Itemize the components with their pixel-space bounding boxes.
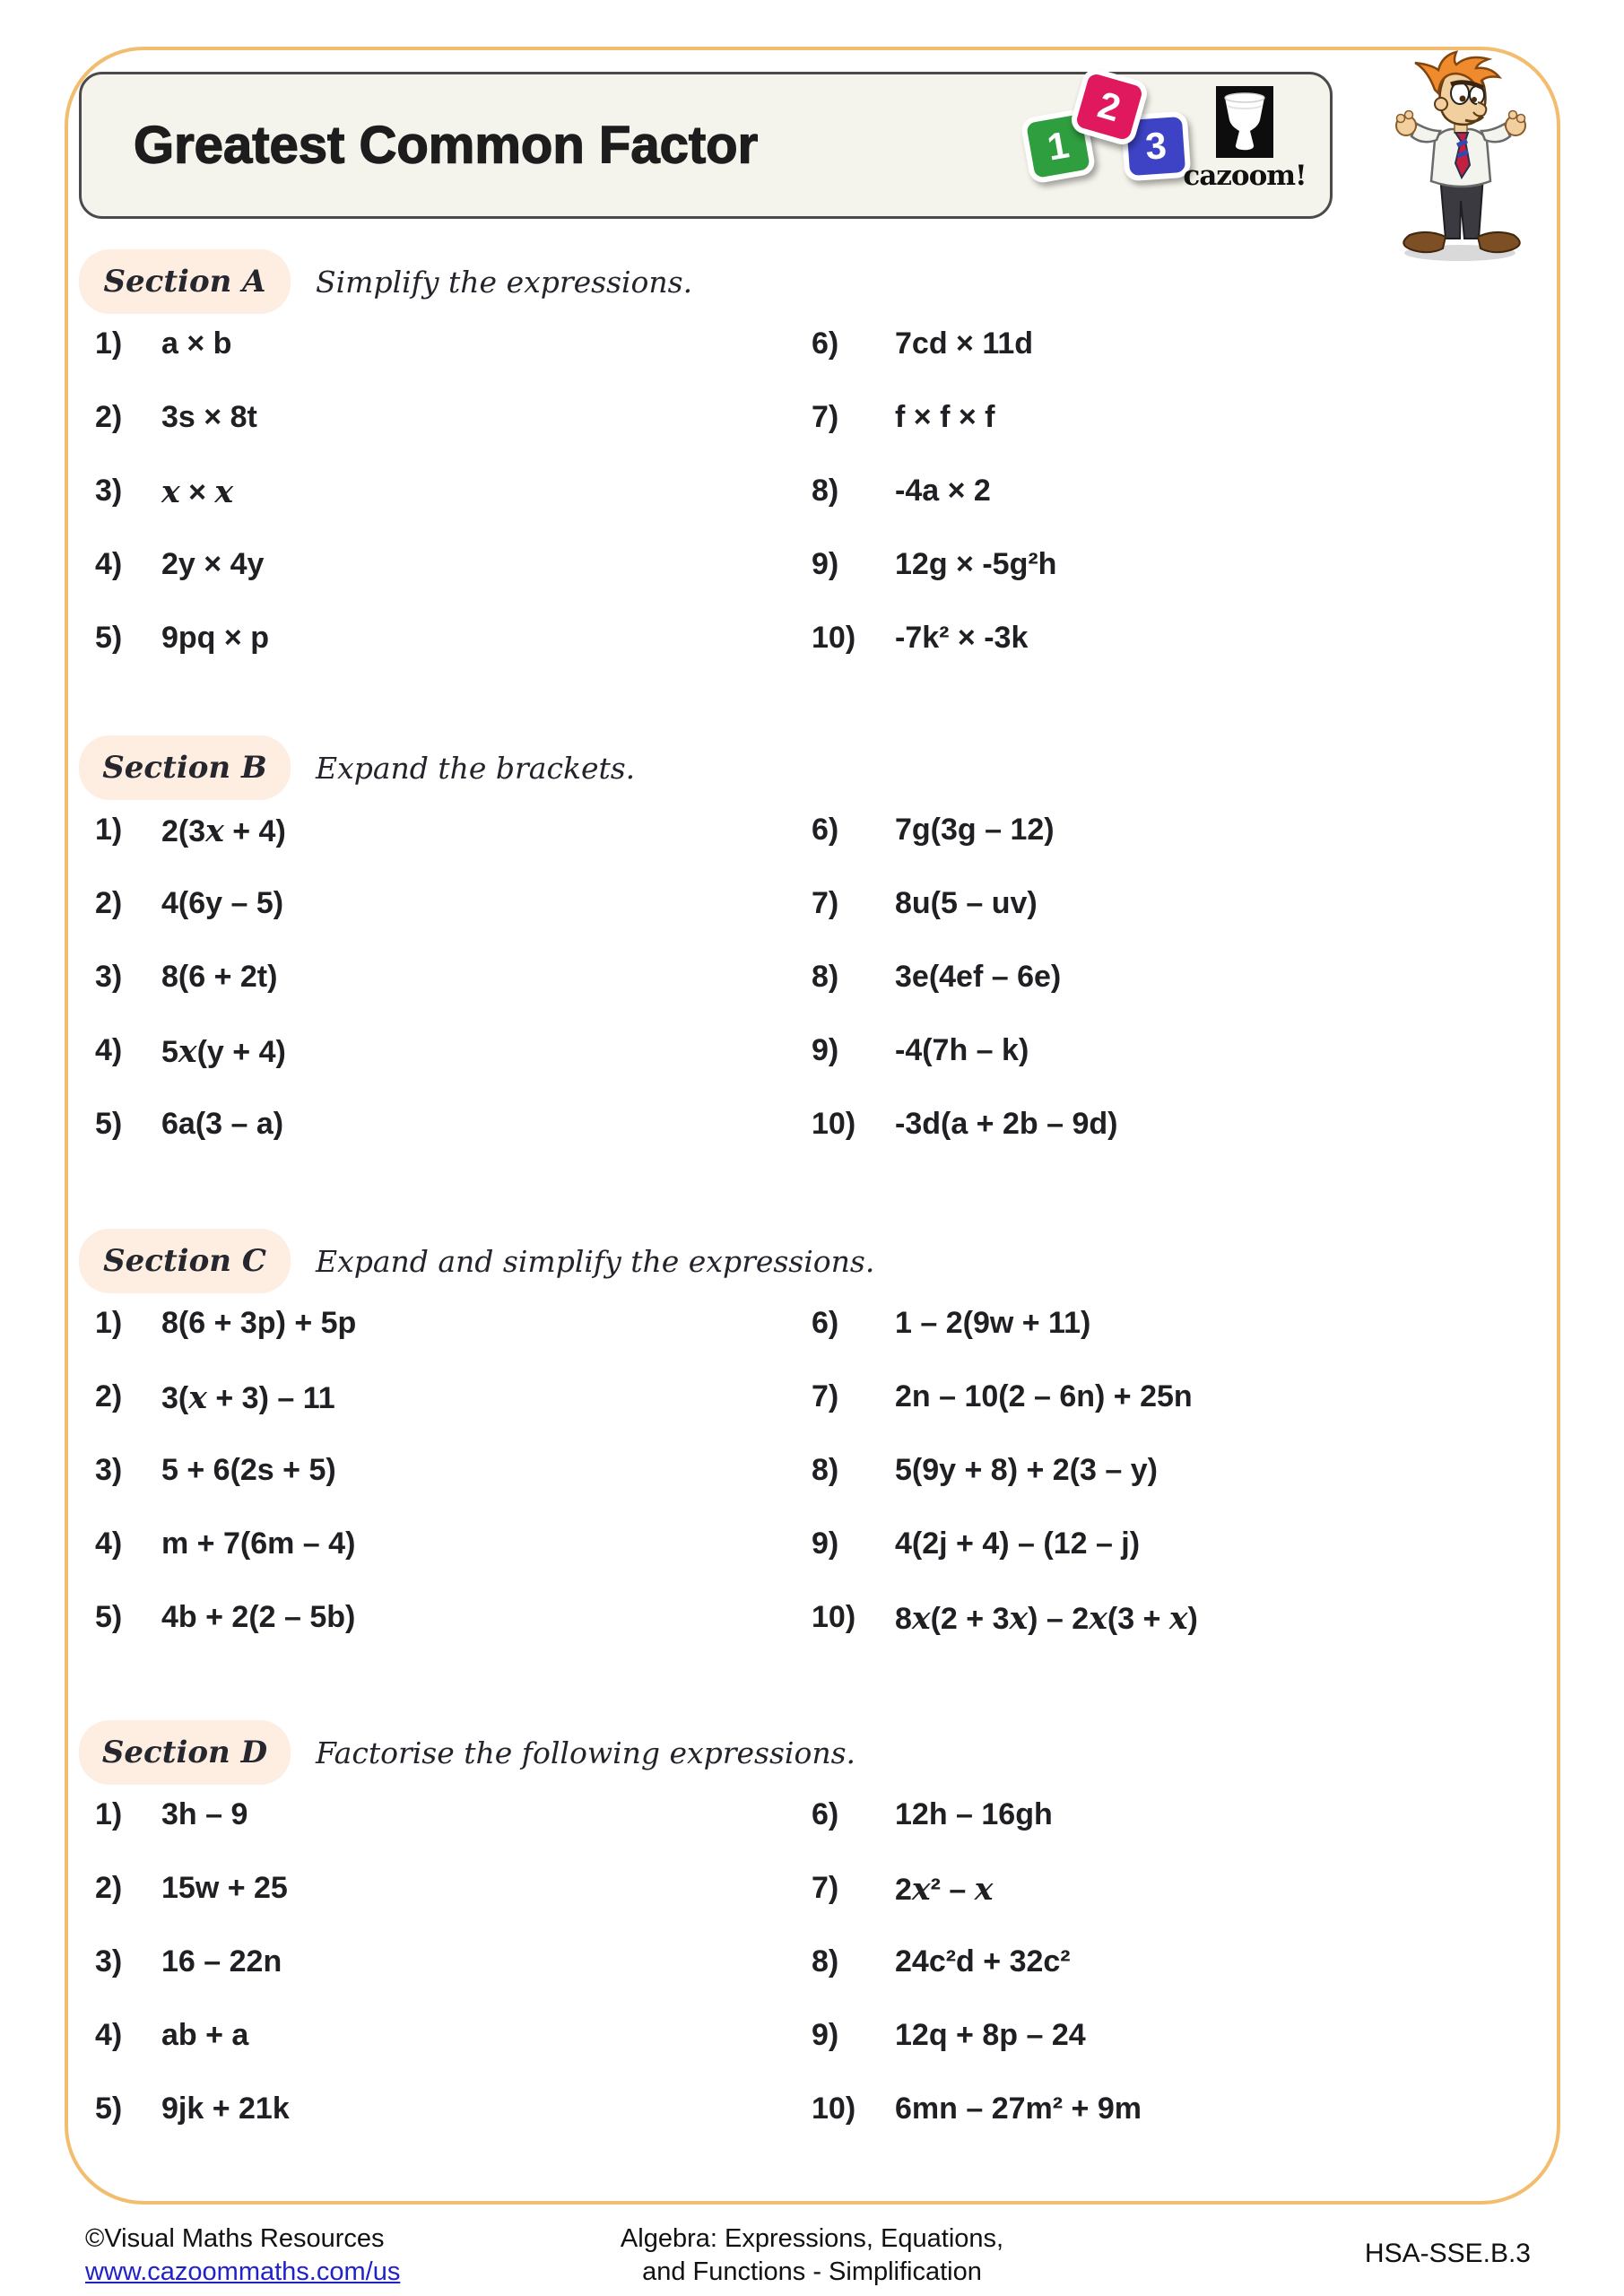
problem-expression: x × x [161,474,234,510]
problem-item [0,547,1624,587]
problem-expression: 16 – 22n [161,1944,282,1979]
problem-number: 10) [812,2092,856,2126]
problem-expression: 2x² – x [895,1871,994,1908]
section-instruction: Expand the brackets. [316,751,636,786]
problem-number: 10) [812,1600,856,1634]
problem-number: 4) [95,1526,123,1561]
problem-number: 5) [95,1107,123,1141]
problem-expression: 3e(4ef – 6e) [895,960,1062,994]
problem-item [0,1944,1624,1984]
problem-number: 6) [812,813,839,847]
problem-expression: 3s × 8t [161,400,257,434]
section-label: Section A [103,264,266,300]
problem-item [0,474,1624,513]
problem-expression: 1 – 2(9w + 11) [895,1306,1091,1340]
footer-standard-code: HSA-SSE.B.3 [1364,2239,1531,2268]
problem-number: 8) [812,474,839,508]
problem-expression: 2(3x + 4) [161,813,286,849]
problem-expression: 5x(y + 4) [161,1033,286,1070]
problem-number: 7) [812,1871,839,1905]
problem-item [0,1306,1624,1345]
problem-item [0,1379,1624,1419]
problem-expression: m + 7(6m – 4) [161,1526,356,1561]
problem-expression: 12g × -5g²h [895,547,1057,581]
problem-number: 8) [812,1453,839,1487]
section-instruction: Expand and simplify the expressions. [316,1244,875,1279]
logo-tile-3-number: 3 [1143,124,1168,168]
problem-item [0,1033,1624,1073]
problem-item [0,2092,1624,2131]
problem-expression: 8u(5 – uv) [895,886,1038,920]
problem-number: 2) [95,886,123,920]
problem-expression: 3h – 9 [161,1797,248,1831]
problem-number: 1) [95,1306,123,1340]
problem-expression: 3(x + 3) – 11 [161,1379,335,1416]
problem-expression: 2n – 10(2 – 6n) + 25n [895,1379,1193,1413]
problem-expression: 15w + 25 [161,1871,288,1905]
logo-tile-2-number: 2 [1093,83,1125,130]
problem-number: 6) [812,1306,839,1340]
problem-number: 7) [812,1379,839,1413]
problem-number: 4) [95,1033,123,1067]
section-instruction: Factorise the following expressions. [316,1735,856,1770]
mascot-character [1379,50,1544,264]
cazoom-brand-text: cazoom! [1183,160,1307,192]
problem-item [0,400,1624,439]
footer-copyright: ©Visual Maths Resources [85,2224,385,2253]
problem-expression: 8(6 + 3p) + 5p [161,1306,357,1340]
problem-number: 4) [95,2018,123,2052]
problem-expression: 2y × 4y [161,547,265,581]
problem-expression: 12q + 8p – 24 [895,2018,1086,2052]
problem-number: 7) [812,400,839,434]
problem-number: 3) [95,960,123,994]
problem-number: 10) [812,1107,856,1141]
problem-expression: 7g(3g – 12) [895,813,1055,847]
problem-number: 2) [95,1871,123,1905]
section-pill-2 [79,735,291,800]
footer-category-line1: Algebra: Expressions, Equations, [620,2224,1004,2253]
problem-expression: 4(6y – 5) [161,886,284,920]
problem-item [0,960,1624,999]
problem-expression: -4(7h – k) [895,1033,1029,1067]
problem-expression: -7k² × -3k [895,621,1029,655]
problem-expression: 5(9y + 8) + 2(3 – y) [895,1453,1158,1487]
problem-number: 9) [812,1526,839,1561]
problem-expression: 8(6 + 2t) [161,960,278,994]
problem-item [0,621,1624,660]
problem-expression: 4b + 2(2 – 5b) [161,1600,356,1634]
problem-number: 6) [812,326,839,361]
problem-number: 9) [812,1033,839,1067]
problem-number: 6) [812,1797,839,1831]
problem-expression: 8x(2 + 3x) – 2x(3 + x) [895,1600,1198,1637]
problem-number: 9) [812,2018,839,2052]
problem-item [0,1107,1624,1146]
cazoom-drum-icon [1216,86,1273,158]
problem-number: 4) [95,547,123,581]
problem-number: 8) [812,1944,839,1979]
section-label: Section D [101,1735,268,1770]
footer-link[interactable]: www.cazoommaths.com/us [85,2257,401,2286]
footer-category-line2: and Functions - Simplification [642,2257,982,2286]
problem-expression: 24c²d + 32c² [895,1944,1071,1979]
problem-item [0,886,1624,926]
problem-number: 2) [95,400,123,434]
problem-item [0,1871,1624,1910]
problem-expression: 6a(3 – a) [161,1107,284,1141]
problem-number: 1) [95,326,123,361]
problem-expression: -3d(a + 2b – 9d) [895,1107,1118,1141]
problem-expression: -4a × 2 [895,474,991,508]
section-label: Section B [102,750,267,786]
problem-number: 5) [95,2092,123,2126]
problem-number: 5) [95,621,123,655]
problem-item [0,326,1624,366]
problem-number: 1) [95,813,123,847]
problem-item [0,2018,1624,2057]
problem-number: 3) [95,474,123,508]
problem-expression: 7cd × 11d [895,326,1034,361]
problem-number: 9) [812,547,839,581]
problem-number: 10) [812,621,856,655]
problem-expression: f × f × f [895,400,995,434]
problem-expression: a × b [161,326,232,361]
problem-item [0,1797,1624,1837]
problem-number: 7) [812,886,839,920]
problem-expression: 4(2j + 4) – (12 – j) [895,1526,1141,1561]
problem-expression: 12h – 16gh [895,1797,1053,1831]
page-title: Greatest Common Factor [134,116,759,175]
problem-number: 3) [95,1453,123,1487]
problem-number: 2) [95,1379,123,1413]
section-pill-3 [79,1229,291,1293]
problem-number: 3) [95,1944,123,1979]
problem-expression: 9pq × p [161,621,269,655]
problem-expression: 6mn – 27m² + 9m [895,2092,1142,2126]
problem-item [0,1526,1624,1566]
section-instruction: Simplify the expressions. [316,265,693,300]
section-label: Section C [103,1243,266,1279]
problem-item [0,813,1624,852]
section-pill-1 [79,249,291,314]
problem-expression: 9jk + 21k [161,2092,290,2126]
problem-number: 8) [812,960,839,994]
section-pill-4 [79,1720,291,1785]
problem-expression: 5 + 6(2s + 5) [161,1453,336,1487]
problem-expression: ab + a [161,2018,249,2052]
logo-tile-1-number: 1 [1044,123,1073,169]
problem-number: 1) [95,1797,123,1831]
problem-number: 5) [95,1600,123,1634]
problem-item [0,1453,1624,1492]
problem-item [0,1600,1624,1639]
